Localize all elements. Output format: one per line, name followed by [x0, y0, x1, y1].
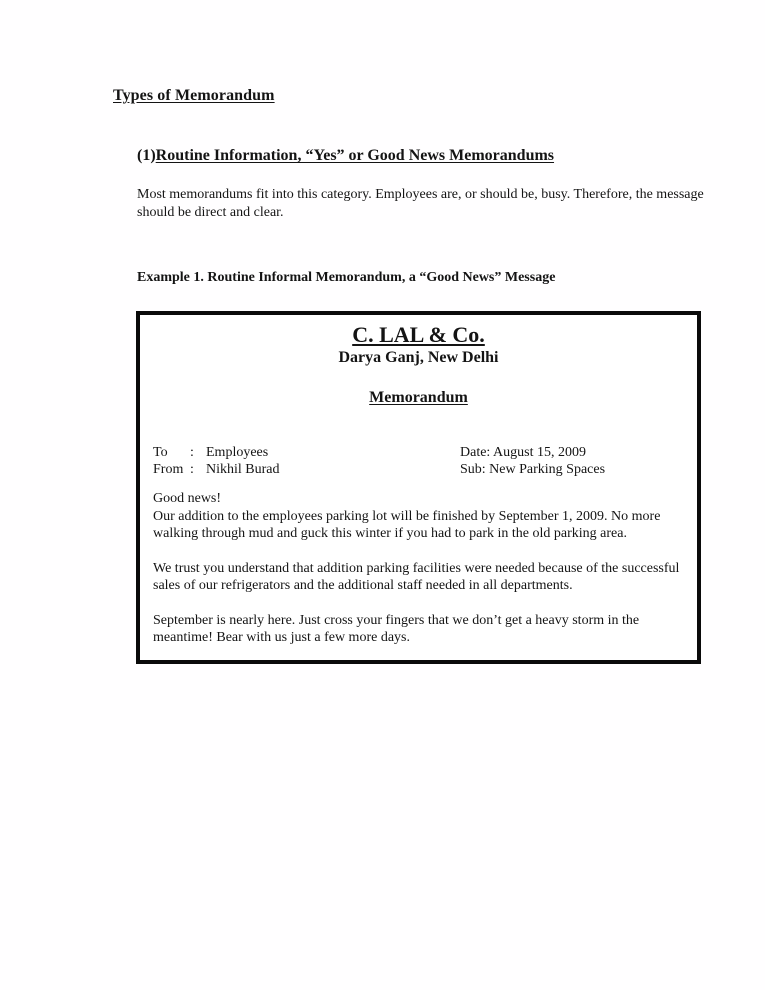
memo-paragraph-1: Our addition to the employees parking lot will be finished by September 1, 2009. No more walking through mud and guck this winter if you had to park in the old parking area.	[153, 508, 661, 541]
memo-header	[153, 444, 684, 478]
page-title-text: Types of Memorandum	[113, 87, 275, 104]
memo-title-text: Memorandum	[369, 389, 468, 406]
memo-paragraph-3: September is nearly here. Just cross your fingers that we don’t get a heavy storm in the meantime! Bear with us just a few more days.	[153, 612, 640, 645]
memo-from-colon: :	[190, 462, 194, 477]
memo-body	[153, 490, 684, 647]
memo-header-right	[460, 444, 684, 478]
memo-paragraph-2: We trust you understand that addition parking facilities were needed because of the successful sales of our refrigerators and the additional staff needed in all departments.	[153, 560, 680, 593]
memo-box	[136, 311, 701, 664]
memo-to-colon: :	[190, 445, 194, 460]
memo-to-row	[153, 444, 460, 461]
memo-greeting: Good news!	[153, 491, 222, 506]
section-heading	[137, 147, 554, 165]
memo-company-name-text: C. LAL & Co.	[352, 322, 485, 347]
memo-header-left	[153, 444, 460, 478]
memo-address: Darya Ganj, New Delhi	[338, 349, 499, 366]
memo-to-label: To	[153, 445, 168, 460]
memo-from-label: From	[153, 462, 184, 477]
memo-from-row	[153, 461, 460, 478]
memo-to-value: Employees	[206, 445, 269, 460]
memo-subject: Sub: New Parking Spaces	[460, 462, 606, 477]
memo-from-value: Nikhil Burad	[206, 462, 280, 477]
section-number: (1)	[137, 147, 156, 164]
page-title	[113, 87, 275, 105]
memo-date: Date: August 15, 2009	[460, 445, 586, 460]
section-body-paragraph: Most memorandums fit into this category. Employees are, or should be, busy. Therefore, the message should be direct and clear.	[137, 187, 704, 220]
memo-company-name	[153, 322, 684, 348]
section-heading-text: Routine Information, “Yes” or Good News Memorandums	[155, 147, 555, 164]
memo-title	[153, 388, 684, 408]
example-caption: Example 1. Routine Informal Memorandum, a “Good News” Message	[137, 270, 556, 285]
